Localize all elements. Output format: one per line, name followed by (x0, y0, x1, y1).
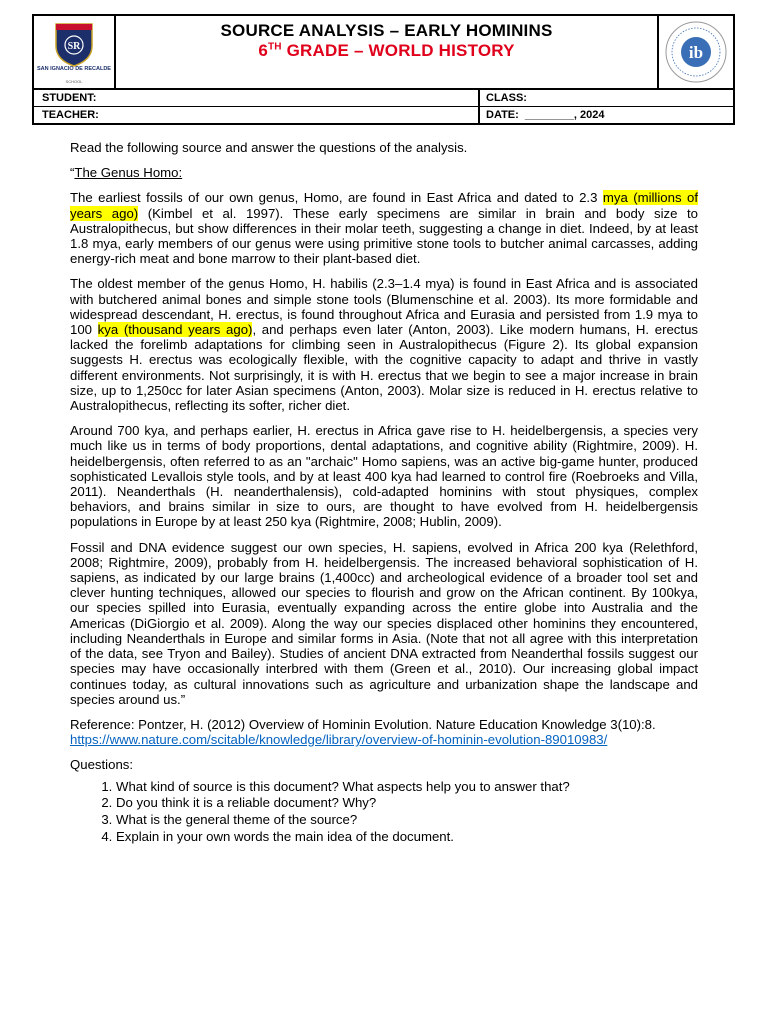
student-field[interactable]: STUDENT: (34, 90, 480, 106)
highlight-kya: kya (thousand years ago) (97, 322, 253, 338)
school-name: SAN IGNACIO DE RECALDE (37, 66, 111, 72)
ib-monogram: ib (688, 43, 704, 62)
title-box (116, 16, 659, 88)
reference-link[interactable]: https://www.nature.com/scitable/knowledge/library/overview-of-hominin-evolution-89010983/ (70, 732, 608, 748)
questions-list (70, 779, 698, 846)
paragraph-4: Fossil and DNA evidence suggest our own species, H. sapiens, evolved in Africa 200 kya (Relethford, 2008; Rightmire, 2009), probably from H. heidelbergensis. The increased behavioral sophistication of H. sapiens, as indicated by our large brains (1,400cc) and archeological evidence of a broader tool set and clever hunting techniques, allowed our species to flourish and grow on the African continent. By 100kya, our species spilled into Eurasia, eventually expanding across the entire globe into Australia and the Americas (DiGiorgio et al. 2009). Along the way our species displaced other hominins they encountered, including Neanderthals in Europe and similar forms in Asia. (Note that not all agree with this interpretation of the data, see Tryon and Bailey). Studies of ancient DNA extracted from Neanderthal fossils suggest our species may have occasionally interbred with them (Green et al., 2010). Our increasing global impact continues today, as cultural innovations such as agriculture and urbanization shape the landscape and species around us.” (70, 539, 698, 707)
teacher-field[interactable]: TEACHER: (34, 107, 480, 123)
document-title: SOURCE ANALYSIS – EARLY HOMININS (220, 21, 553, 40)
student-info-table (32, 90, 735, 125)
reference: Reference: Pontzer, H. (2012) Overview of Hominin Evolution. Nature Education Knowledge 3(10):8. https://www.nature.com/scitable/knowledge/library/overview-of-hominin-evolution-89010983/ (70, 716, 656, 748)
school-shield-icon (34, 16, 114, 88)
source-heading: “The Genus Homo: (70, 165, 183, 181)
ib-logo (659, 16, 733, 88)
question-item: 3. What is the general theme of the source? (116, 812, 698, 829)
document-subtitle: 6TH GRADE – WORLD HISTORY (258, 41, 515, 60)
paragraph-3: Around 700 kya, and perhaps earlier, H. erectus in Africa gave rise to H. heidelbergensis, a species very much like us in terms of body proportions, dental adaptations, and cognitive ability (Rightmire, 2009). H. heidelbergensis, often referred to as an "archaic" Homo sapiens, was an active big-game hunter, produced sophisticated Levallois style tools, and by at least 400 kya had learned to control fire (Roebroeks and Villa, 2011). Neanderthals (H. neanderthalensis), cold-adapted hominins with stout physiques, complex behaviors, and brains similar in size to ours, are thought to have evolved from H. heidelbergensis populations in Europe by at least 250 kya (Rightmire, 2008; Hublin, 2009). (70, 423, 698, 530)
date-field[interactable]: DATE: ________, 2024 (486, 109, 605, 121)
info-row-teacher (34, 106, 733, 123)
highlight-mya: mya (millions of years ago) (70, 190, 698, 221)
questions-label: Questions: (70, 757, 134, 773)
school-monogram: SR (67, 41, 81, 52)
ib-world-school-icon (659, 16, 733, 88)
document-header (32, 14, 735, 90)
class-field[interactable]: CLASS: (486, 92, 527, 104)
question-item: 4. Explain in your own words the main idea of the document. (116, 829, 698, 846)
paragraph-2: The oldest member of the genus Homo, H. habilis (2.3–1.4 mya) is found in East Africa and is associated with butchered animal bones and simple stone tools (Blumenschine et al. 2003). Its more formidable and widespread descendant, H. erectus, is found throughout Africa and Eurasia and persisted from 1.9 mya to 100 kya (thousand years ago), and perhaps even later (Anton, 2003). Like modern humans, H. erectus lacked the forelimb adaptations for climbing seen in Australopithecus (Figure 2). Its global expansion suggests H. erectus was ecologically flexible, with the cognitive capacity to adapt and thrive in vastly different environments. Not surprisingly, it is with H. erectus that we begin to see a major increase in brain size, up to 1,250cc for later Asian specimens (Anton, 2003). Molar size is reduced in H. erectus relative to Australopithecus, reflecting its softer, richer diet. (70, 276, 698, 414)
school-sub: SCHOOL (65, 79, 83, 84)
info-row-student (34, 90, 733, 106)
question-item: 2. Do you think it is a reliable document? Why? (116, 795, 698, 812)
question-item: 1. What kind of source is this document? What aspects help you to answer that? (116, 779, 698, 796)
school-logo (34, 16, 116, 88)
document-body (70, 140, 698, 846)
paragraph-1: The earliest fossils of our own genus, Homo, are found in East Africa and dated to 2.3 mya (millions of years ago) (Kimbel et al. 1997). These early specimens are similar in brain and body size to Australopithecus, but show differences in their molar teeth, suggesting a change in diet. Indeed, by at least 1.8 mya, early members of our genus were using primitive stone tools to butcher animal carcasses, adding energy-rich meat and bone marrow to their plant-based diet. (70, 190, 698, 267)
intro-text: Read the following source and answer the questions of the analysis. (70, 140, 468, 155)
